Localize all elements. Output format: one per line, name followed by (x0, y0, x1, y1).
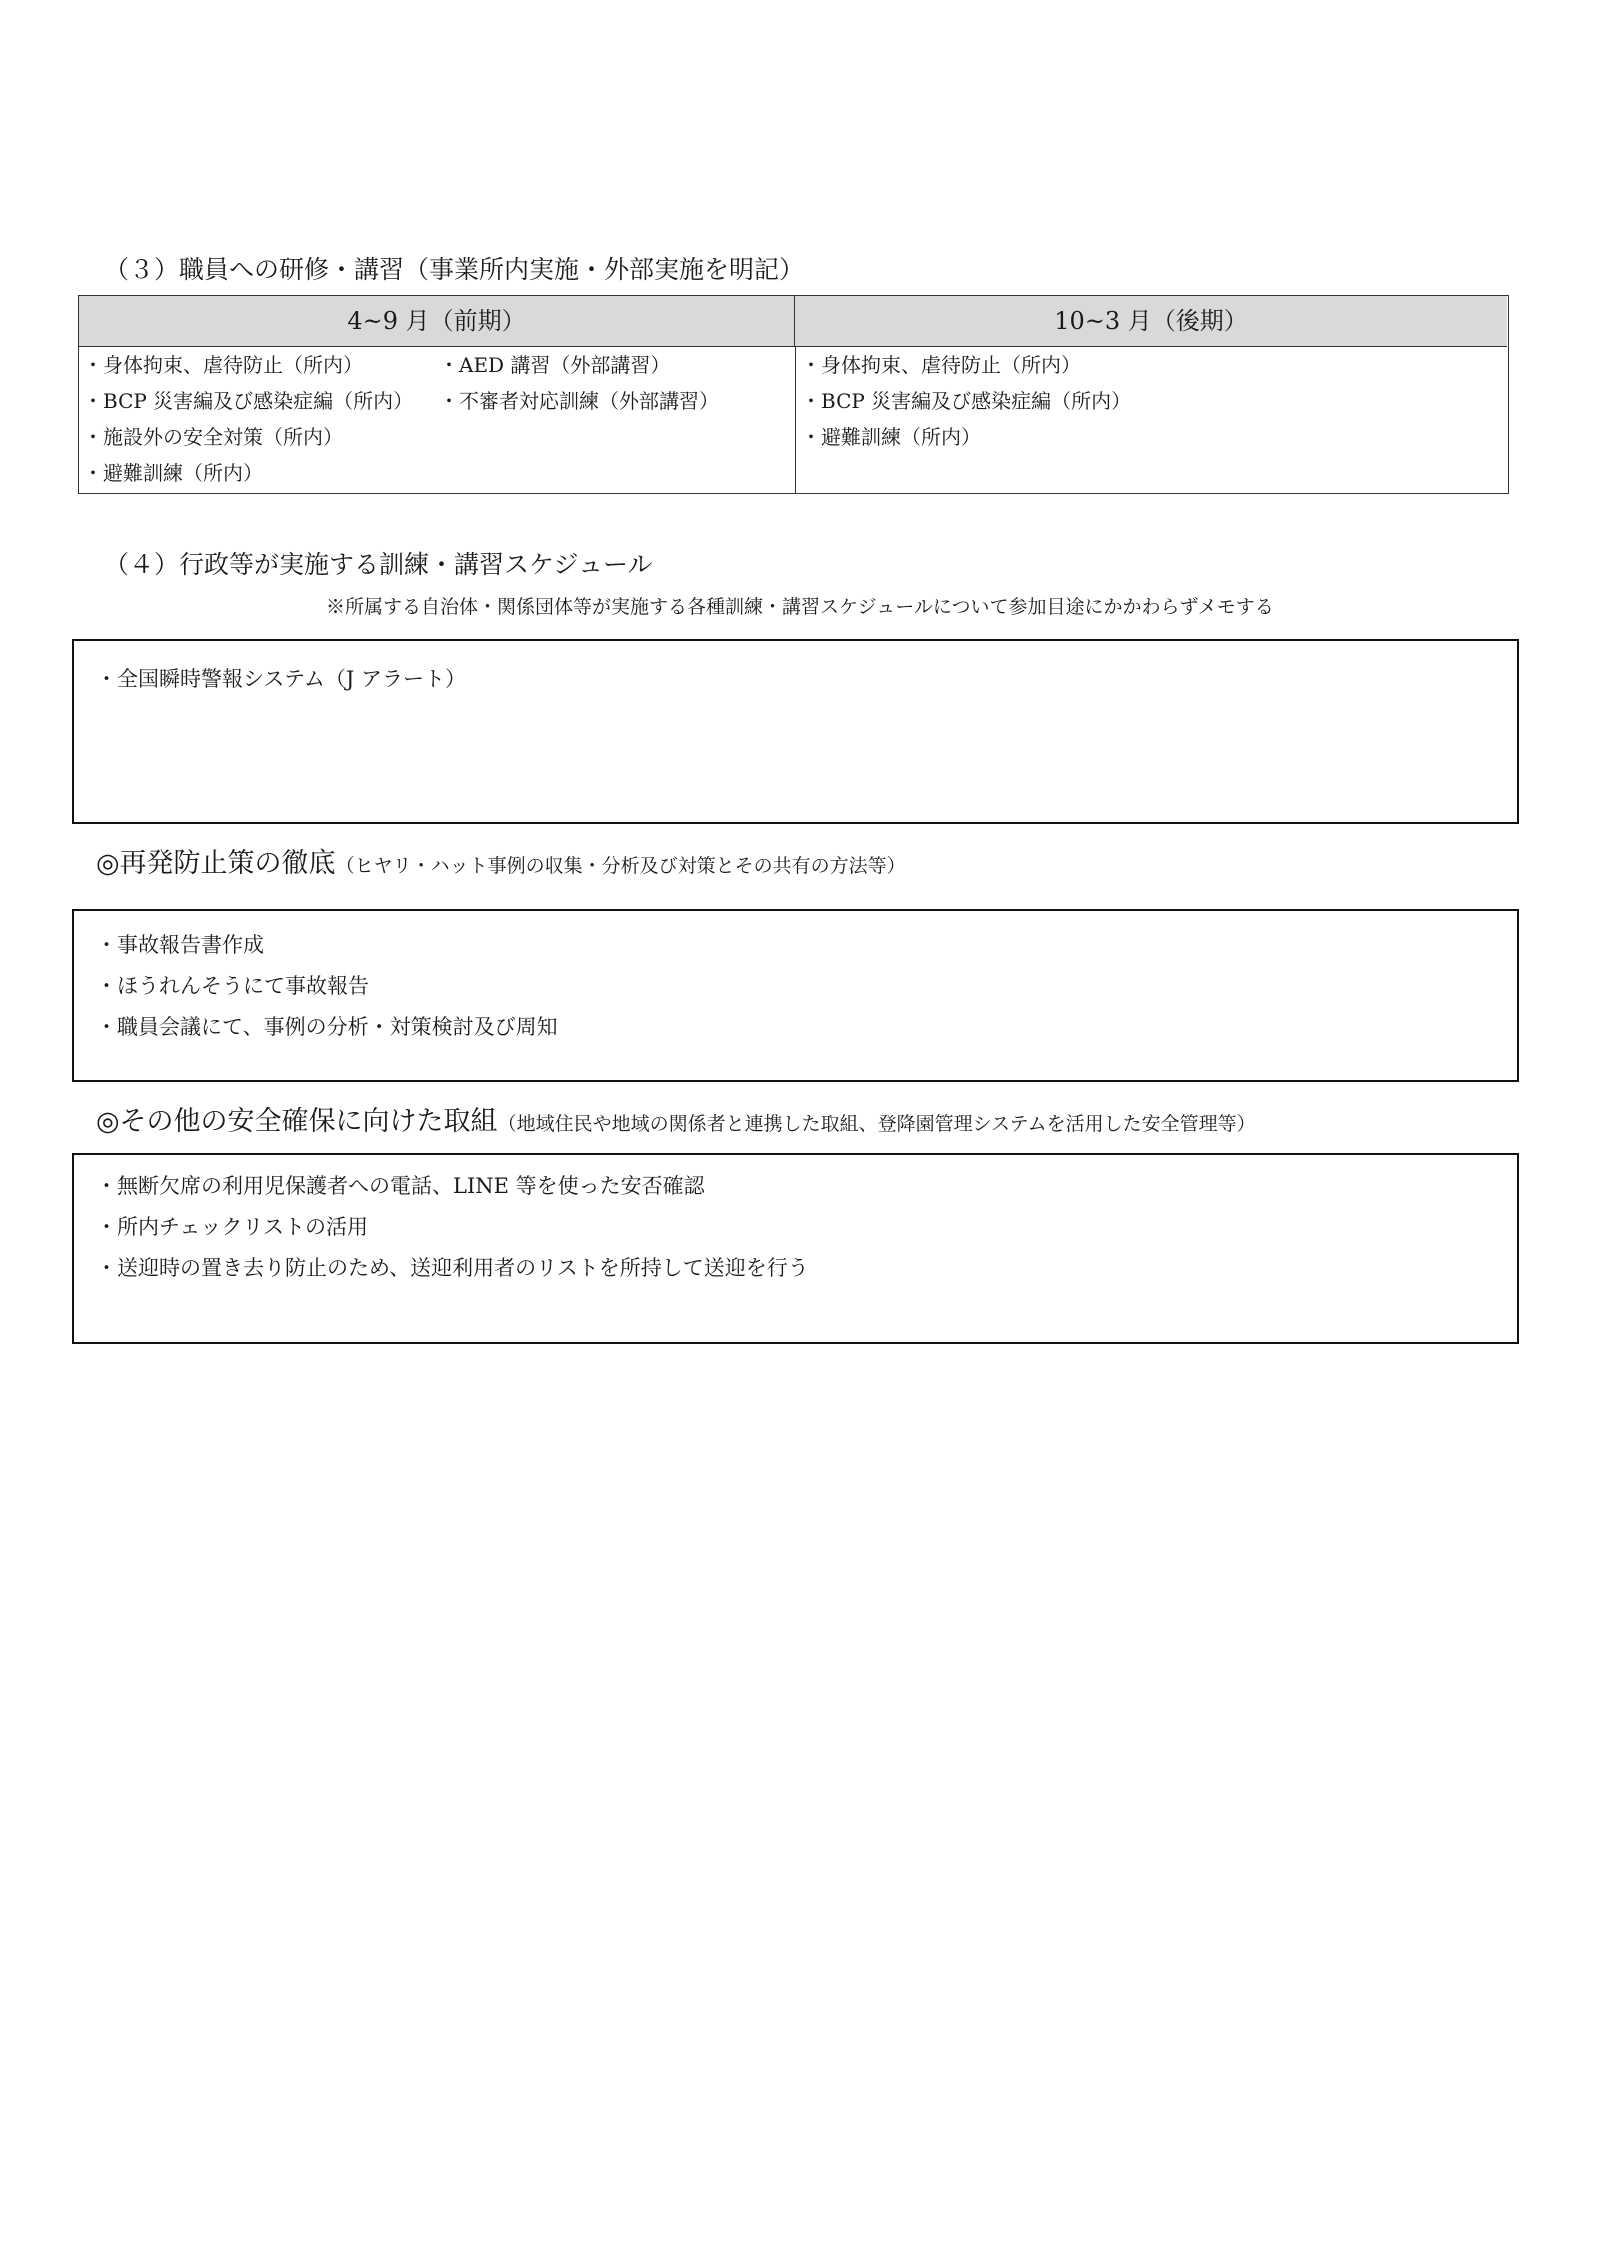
schedule-list (96, 659, 466, 700)
list-item: ・所内チェックリストの活用 (96, 1215, 368, 1239)
schedule-box (72, 639, 1519, 824)
second-half-header: 10~3 月（後期） (795, 296, 1507, 347)
list-item: ・送迎時の置き去り防止のため、送迎利用者のリストを所持して送迎を行う (96, 1256, 809, 1280)
second-half-list (801, 347, 1131, 455)
other-safety-subtitle: （地域住民や地域の関係者と連携した取組、登降園管理システムを活用した安全管理等） (497, 1113, 1256, 1135)
recurrence-box (72, 909, 1519, 1082)
list-item: ・全国瞬時警報システム（J アラート） (96, 667, 466, 691)
other-safety-heading (96, 1106, 1256, 1140)
list-item: ・ほうれんそうにて事故報告 (96, 974, 369, 998)
list-item: ・BCP 災害編及び感染症編（所内） (83, 389, 414, 413)
list-item: ・身体拘束、虐待防止（所内） (83, 353, 363, 377)
list-item: ・BCP 災害編及び感染症編（所内） (801, 389, 1132, 413)
list-item: ・不審者対応訓練（外部講習） (439, 389, 719, 413)
table-column-divider (795, 347, 796, 493)
section4-note: ※所属する自治体・関係団体等が実施する各種訓練・講習スケジュールについて参加目途にかかわらずメモする (326, 596, 1274, 618)
list-item: ・身体拘束、虐待防止（所内） (801, 353, 1081, 377)
list-item: ・避難訓練（所内） (83, 461, 263, 485)
first-half-header: 4~9 月（前期） (79, 296, 795, 347)
list-item: ・事故報告書作成 (96, 933, 264, 957)
other-safety-title: ◎その他の安全確保に向けた取組 (96, 1106, 498, 1137)
recurrence-subtitle: （ヒヤリ・ハット事例の収集・分析及び対策とその共有の方法等） (335, 855, 906, 877)
list-item: ・施設外の安全対策（所内） (83, 425, 343, 449)
other-safety-box (72, 1153, 1519, 1344)
training-table (78, 295, 1509, 494)
recurrence-heading (96, 848, 906, 882)
section4-title: （４）行政等が実施する訓練・講習スケジュール (104, 550, 653, 579)
list-item: ・職員会議にて、事例の分析・対策検討及び周知 (96, 1015, 558, 1039)
section3-title: （３）職員への研修・講習（事業所内実施・外部実施を明記） (104, 255, 805, 284)
list-item: ・避難訓練（所内） (801, 425, 981, 449)
recurrence-title: ◎再発防止策の徹底 (96, 848, 336, 879)
list-item: ・AED 講習（外部講習） (439, 353, 671, 377)
recurrence-list (96, 925, 558, 1048)
list-item: ・無断欠席の利用児保護者への電話、LINE 等を使った安否確認 (96, 1174, 705, 1198)
first-half-list-col1 (83, 347, 413, 491)
first-half-list-col2 (439, 347, 719, 419)
other-safety-list (96, 1166, 809, 1289)
